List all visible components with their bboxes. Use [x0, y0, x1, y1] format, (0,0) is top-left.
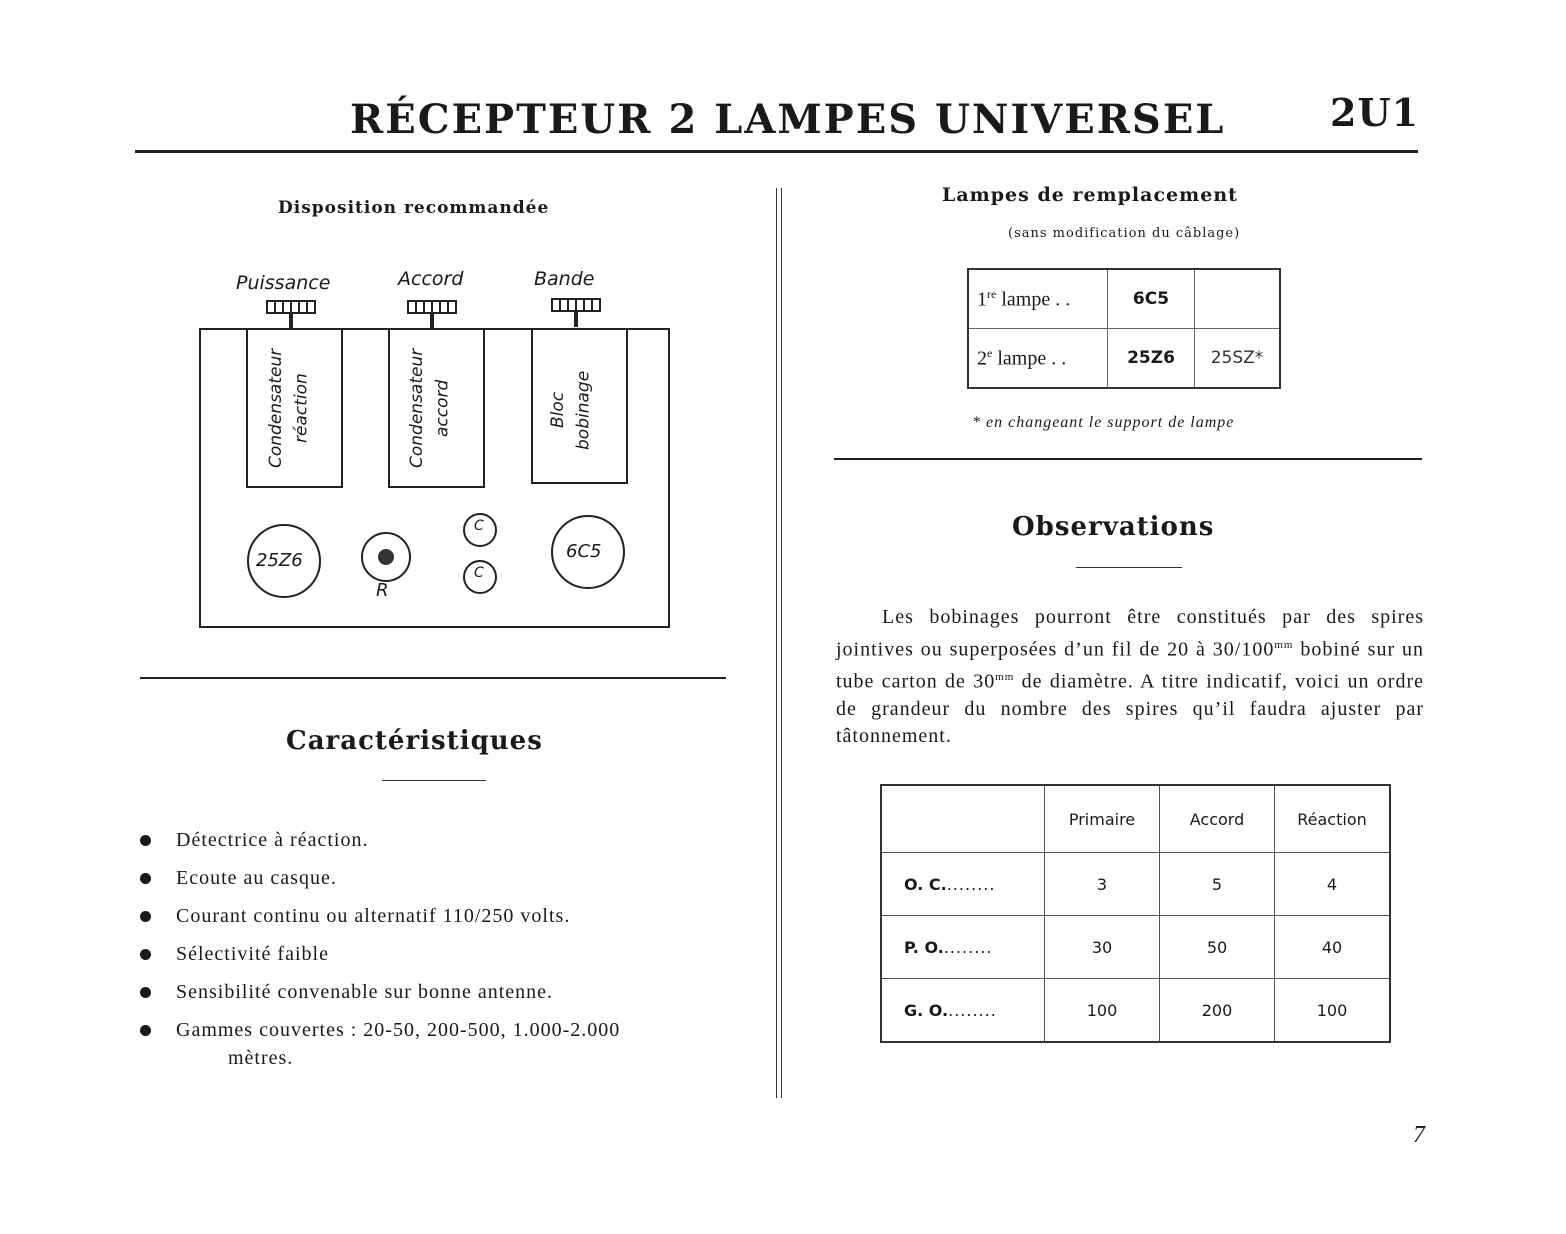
component-2-line2: accord: [432, 379, 453, 437]
band-name: G. O.: [904, 1000, 949, 1020]
observations-heading: Observations: [1012, 512, 1215, 542]
column-header-reaction: Réaction: [1275, 785, 1391, 853]
unit-mm-2: mm: [995, 670, 1015, 683]
feature-text: Courant continu ou alternatif 110/250 volts.: [176, 905, 571, 927]
list-item: [140, 902, 760, 930]
table-row: [881, 979, 1390, 1043]
bullet-icon: [140, 835, 151, 846]
band-name: O. C.: [904, 874, 947, 894]
observations-paragraph: [836, 604, 1424, 751]
corner-cell: [881, 785, 1045, 853]
band-cell: [881, 979, 1045, 1043]
value-cell: 100: [1275, 979, 1391, 1043]
model-code: 2U1: [1330, 90, 1420, 135]
column-divider: [776, 188, 782, 1098]
bullet-icon: [140, 873, 151, 884]
table-row: [881, 853, 1390, 916]
list-item: [140, 978, 760, 1006]
feature-text: Sensibilité convenable sur bonne antenne.: [176, 981, 554, 1003]
unit-mm-1: mm: [1274, 638, 1294, 651]
band-cell: [881, 916, 1045, 979]
component-3-line2: bobinage: [573, 370, 594, 450]
column-header-primaire: Primaire: [1045, 785, 1160, 853]
table-row: [968, 269, 1280, 329]
list-item: [140, 940, 760, 968]
value-cell: 40: [1275, 916, 1391, 979]
lamp-suffix: e: [987, 345, 993, 360]
value-cell: 3: [1045, 853, 1160, 916]
band-dots: ........: [948, 1000, 997, 1020]
characteristics-underline: [382, 780, 486, 781]
knob-bande: [552, 299, 600, 327]
value-cell: 200: [1160, 979, 1275, 1043]
tube-label-25z6: 25Z6: [256, 550, 303, 571]
table-row: [881, 785, 1390, 853]
characteristics-heading: Caractéristiques: [286, 726, 543, 756]
feature-text: Ecoute au casque.: [176, 867, 337, 889]
tube-label-6c5: 6C5: [566, 541, 602, 562]
component-2-line1: Condensateur: [407, 348, 427, 468]
control-label-puissance: Puissance: [236, 272, 331, 294]
value-cell: 100: [1045, 979, 1160, 1043]
jack-label: R: [376, 580, 389, 601]
lamp-alt-cell: 25SZ*: [1195, 329, 1281, 389]
right-section-rule: [834, 458, 1422, 460]
lamp-label-cell: [968, 329, 1108, 389]
page-title: RÉCEPTEUR 2 LAMPES UNIVERSEL: [350, 96, 1226, 143]
control-label-accord: Accord: [398, 268, 464, 290]
bullet-icon: [140, 1025, 151, 1036]
observations-underline: [1076, 567, 1182, 568]
lamp-label-cell: [968, 269, 1108, 329]
list-item: [140, 826, 760, 854]
lamp-word: lampe . .: [996, 288, 1071, 311]
jack-r: [362, 533, 410, 581]
feature-text: Gammes couvertes : 20-50, 200-500, 1.000-2.000: [176, 1019, 621, 1041]
band-cell: [881, 853, 1045, 916]
component-label-1: [264, 337, 315, 479]
value-cell: 30: [1045, 916, 1160, 979]
replacement-footnote: * en changeant le support de lampe: [972, 414, 1235, 431]
component-1-line2: réaction: [291, 373, 312, 443]
feature-text: Sélectivité faible: [176, 943, 329, 965]
capacitor-label-1: C: [474, 518, 484, 534]
replacement-heading: Lampes de remplacement: [942, 184, 1238, 206]
layout-heading: Disposition recommandée: [278, 198, 550, 218]
bullet-icon: [140, 987, 151, 998]
band-name: P. O.: [904, 937, 944, 957]
component-label-2: [405, 337, 456, 479]
lamp-alt-cell: [1195, 269, 1281, 329]
feature-text-continuation: mètres.: [228, 1047, 294, 1069]
value-cell: 5: [1160, 853, 1275, 916]
replacement-subtitle: (sans modification du câblage): [1008, 226, 1241, 241]
observations-text-2: bobiné sur un tube carton de 30: [836, 638, 1424, 693]
left-section-rule: [140, 677, 726, 679]
component-3-line1: Bloc: [548, 391, 568, 429]
header-rule: [135, 150, 1418, 153]
capacitor-label-2: C: [474, 565, 484, 581]
lamp-suffix: re: [987, 286, 997, 301]
bullet-icon: [140, 949, 151, 960]
bullet-icon: [140, 911, 151, 922]
list-item: [140, 864, 760, 892]
table-row: [881, 916, 1390, 979]
lamp-number: 2: [977, 347, 987, 370]
lamp-number: 1: [977, 288, 987, 311]
characteristics-list: [140, 826, 760, 1082]
observations-text-1: Les bobinages pourront être constitués par des spires jointives ou superposées d’un fil de 20 à 30/100: [836, 606, 1424, 661]
lamp-tube-cell: 25Z6: [1108, 329, 1195, 389]
column-header-accord: Accord: [1160, 785, 1275, 853]
coil-table: [880, 784, 1391, 1043]
value-cell: 50: [1160, 916, 1275, 979]
lamp-word: lampe . .: [992, 347, 1067, 370]
lamp-tube-cell: 6C5: [1108, 269, 1195, 329]
observations-text-3: de diamètre. A titre indicatif, voici un ordre de grandeur du nombre des spires qu’il faudra ajuster par tâtonnement.: [836, 670, 1425, 748]
table-row: [968, 329, 1280, 389]
knob-puissance: [267, 301, 315, 329]
component-label-3: [546, 350, 597, 470]
feature-text: Détectrice à réaction.: [176, 829, 369, 851]
page-number: 7: [1413, 1122, 1425, 1148]
band-dots: ........: [946, 874, 996, 894]
value-cell: 4: [1275, 853, 1391, 916]
component-1-line1: Condensateur: [266, 348, 286, 468]
knob-accord: [408, 301, 456, 329]
band-dots: ........: [943, 937, 993, 957]
control-label-bande: Bande: [534, 268, 595, 290]
list-item: [140, 1016, 760, 1072]
replacement-table: [967, 268, 1281, 389]
